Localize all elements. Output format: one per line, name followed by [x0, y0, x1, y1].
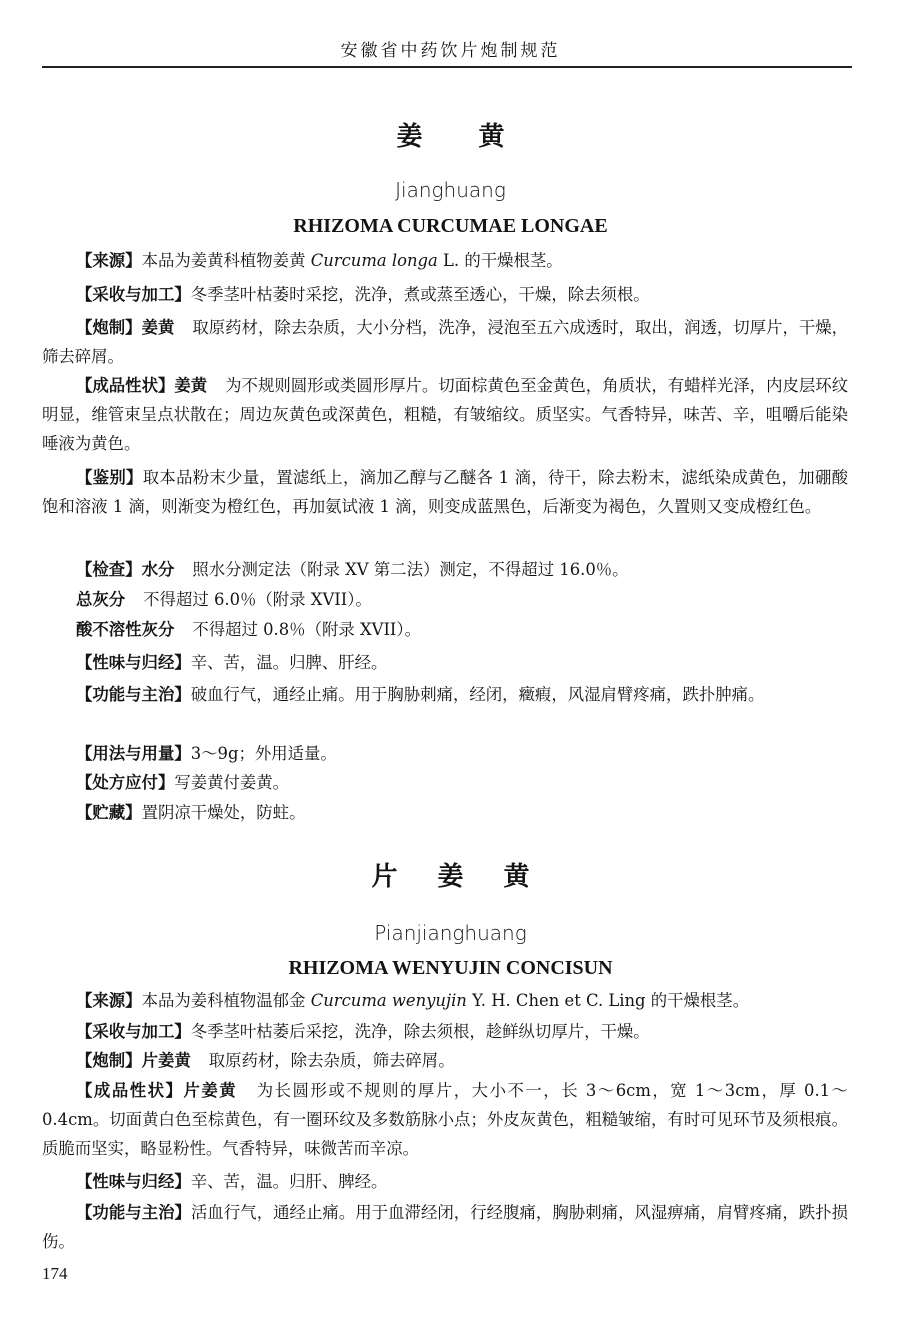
- source-paragraph-1: 【来源】本品为姜黄科植物姜黄 Curcuma longa L. 的干燥根茎。: [76, 251, 563, 270]
- monograph-title-2: 片 姜 黄: [371, 862, 530, 892]
- identification-paragraph-1: 【鉴别】取本品粉末少量，置滤纸上，滴加乙醇与乙醚各 1 滴，待干，除去粉末，滤纸染成黄色，加硼酸饱和溶液 1 滴，则渐变为橙红色，再加氨试液 1 滴，则变成蓝黑色，后渐变为褐色，久置则又变成橙红色。: [42, 468, 848, 516]
- nature-paragraph-2: 【性味与归经】辛、苦，温。归肝、脾经。: [76, 1172, 388, 1191]
- function-paragraph-2: 【功能与主治】活血行气，通经止痛。用于血滞经闭，行经腹痛，胸胁刺痛，风湿痹痛，肩臂疼痛，跌扑损伤。: [42, 1203, 848, 1251]
- characteristics-paragraph-1: 【成品性状】姜黄 为不规则圆形或类圆形厚片。切面棕黄色至金黄色，角质状，有蜡样光泽，内皮层环纹明显，维管束呈点状散在；周边灰黄色或深黄色，粗糙，有皱缩纹。质坚实。气香特异，味苦、辛，咀嚼后能染唾液为黄色。: [42, 376, 849, 453]
- monograph-title-1: 姜 黄: [396, 122, 505, 152]
- inspection-acid-ash: 酸不溶性灰分 不得超过 0.8％（附录 XVII）。: [76, 620, 421, 639]
- monograph-latin-1: RHIZOMA CURCUMAE LONGAE: [293, 215, 608, 237]
- inspection-moisture: 【检查】水分 照水分测定法（附录 XV 第二法）测定，不得超过 16.0％。: [76, 560, 629, 579]
- monograph-pinyin-1: Jianghuang: [395, 178, 506, 202]
- function-paragraph-1: 【功能与主治】破血行气，通经止痛。用于胸胁刺痛，经闭，癥瘕，风湿肩臂疼痛，跌扑肿痛。: [76, 685, 765, 704]
- monograph-latin-2: RHIZOMA WENYUJIN CONCISUN: [288, 957, 613, 979]
- characteristics-paragraph-2: 【成品性状】片姜黄 为长圆形或不规则的厚片，大小不一，长 3～6cm，宽 1～3cm，厚 0.1～0.4cm。切面黄白色至棕黄色，有一圈环纹及多数筋脉小点；外皮灰黄色，粗糙皱缩，有时可见环节及须根痕。质脆而坚实，略显粉性。气香特异，味微苦而辛凉。: [42, 1081, 848, 1158]
- processing-paragraph-2: 【炮制】片姜黄 取原药材，除去杂质，筛去碎屑。: [76, 1051, 455, 1070]
- harvest-paragraph-1: 【采收与加工】冬季茎叶枯萎时采挖，洗净，煮或蒸至透心，干燥，除去须根。: [76, 285, 650, 304]
- processing-paragraph-1: 【炮制】姜黄 取原药材，除去杂质，大小分档，洗净，浸泡至五六成透时，取出，润透，切厚片，干燥，筛去碎屑。: [42, 318, 849, 366]
- running-header: 安徽省中药饮片炮制规范: [340, 41, 561, 61]
- prescription-paragraph-1: 【处方应付】写姜黄付姜黄。: [76, 773, 290, 792]
- header-rule: [42, 66, 852, 68]
- storage-paragraph-1: 【贮藏】置阴凉干燥处，防蛀。: [76, 803, 306, 822]
- monograph-pinyin-2: Pianjianghuang: [374, 921, 527, 945]
- page-number: 174: [42, 1264, 68, 1283]
- inspection-total-ash: 总灰分 不得超过 6.0％（附录 XVII）。: [76, 590, 372, 609]
- harvest-paragraph-2: 【采收与加工】冬季茎叶枯萎后采挖，洗净，除去须根，趁鲜纵切厚片，干燥。: [76, 1022, 650, 1041]
- dosage-paragraph-1: 【用法与用量】3～9g；外用适量。: [76, 744, 337, 763]
- nature-paragraph-1: 【性味与归经】辛、苦，温。归脾、肝经。: [76, 653, 388, 672]
- source-paragraph-2: 【来源】本品为姜科植物温郁金 Curcuma wenyujin Y. H. Chen et C. Ling 的干燥根茎。: [76, 991, 750, 1010]
